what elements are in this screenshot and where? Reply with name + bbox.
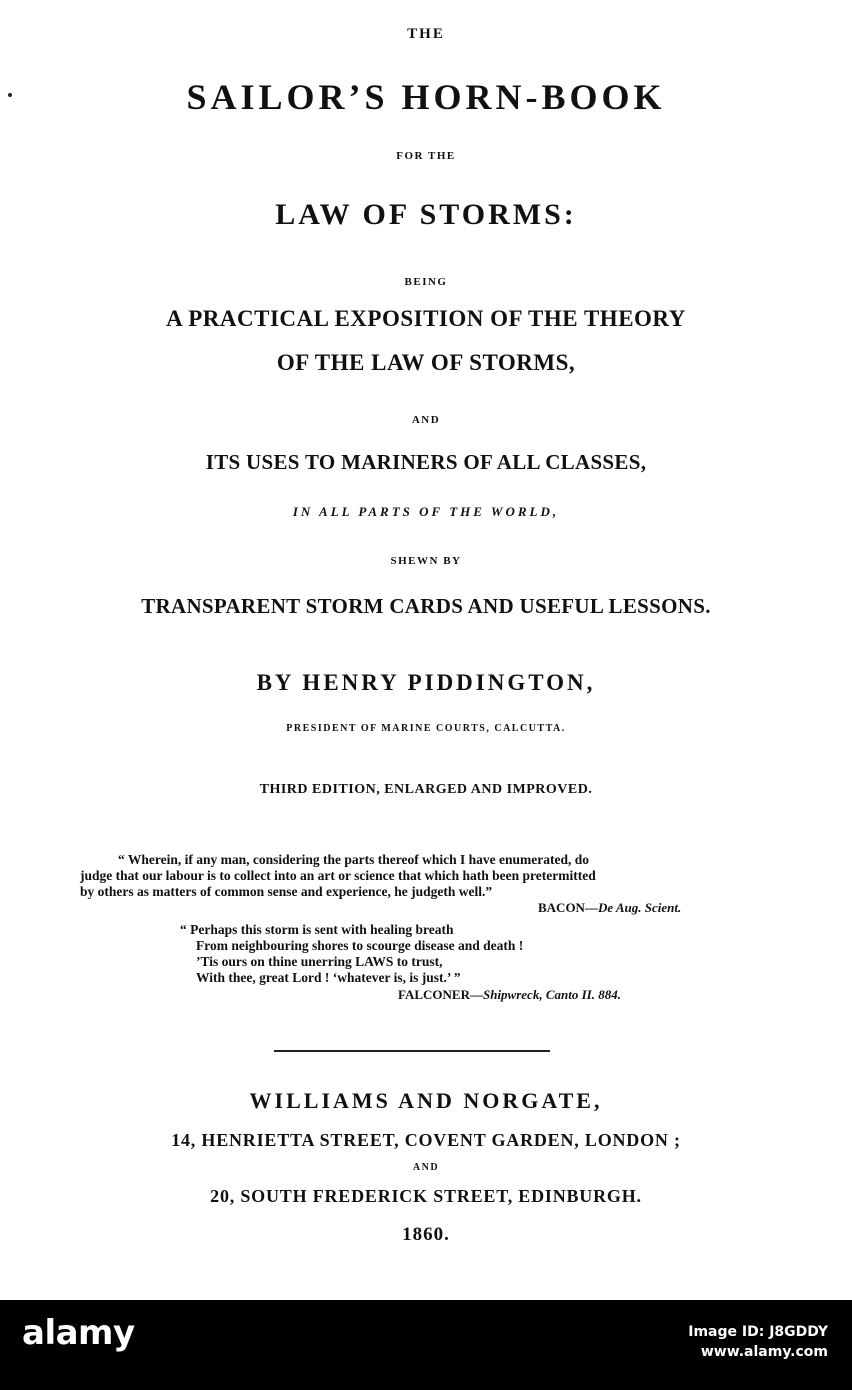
address-edinburgh: 20, SOUTH FREDERICK STREET, EDINBURGH. [210, 1186, 642, 1206]
falconer-attribution: FALCONER—Shipwreck, Canto II. 884. [398, 987, 621, 1002]
subtitle-line-2: OF THE LAW OF STORMS, [276, 350, 576, 375]
falconer-quote-line-4: With thee, great Lord ! ‘whatever is, is just.’ ” [196, 970, 461, 985]
author-title: PRESIDENT OF MARINE COURTS, CALCUTTA. [286, 723, 566, 734]
subtitle-line-3: ITS USES TO MARINERS OF ALL CLASSES, [205, 450, 647, 474]
and-imprint-label: AND [412, 1162, 440, 1173]
site-url: www.alamy.com [700, 1344, 828, 1360]
main-title: SAILOR’S HORN-BOOK [186, 77, 666, 117]
subtitle-line-4: IN ALL PARTS OF THE WORLD, [292, 504, 560, 519]
falconer-quote-line-1: “ Perhaps this storm is sent with healing breath [180, 922, 454, 937]
image-id: Image ID: J8GDDY [688, 1324, 828, 1340]
image-id-block [688, 1322, 828, 1362]
bacon-attribution: BACON—De Aug. Scient. [538, 900, 682, 915]
falconer-quote-line-2: From neighbouring shores to scourge disease and death ! [196, 938, 524, 953]
the-heading: THE [407, 26, 445, 42]
alamy-logo: alamy [22, 1313, 135, 1353]
falconer-author: FALCONER [398, 987, 470, 1002]
publisher-name: WILLIAMS AND NORGATE, [249, 1088, 603, 1113]
subtitle-line-5: TRANSPARENT STORM CARDS AND USEFUL LESSONS. [141, 594, 711, 618]
bacon-quote-line-3: by others as matters of common sense and experience, he judgeth well.” [80, 884, 493, 899]
author-line: BY HENRY PIDDINGTON, [256, 670, 596, 695]
falconer-source: Shipwreck, Canto II. 884. [482, 987, 621, 1002]
publication-year: 1860. [402, 1224, 450, 1245]
bacon-author: BACON [538, 900, 585, 915]
being-label: BEING [404, 276, 448, 288]
edition-line: THIRD EDITION, ENLARGED AND IMPROVED. [259, 782, 593, 797]
address-london: 14, HENRIETTA STREET, COVENT GARDEN, LONDON ; [171, 1130, 681, 1150]
watermark-bar [0, 1300, 852, 1390]
bacon-source: De Aug. Scient. [597, 900, 682, 915]
subject-title: LAW OF STORMS: [275, 198, 577, 231]
divider-rule [274, 1050, 550, 1052]
subtitle-line-1: A PRACTICAL EXPOSITION OF THE THEORY [166, 306, 686, 331]
bacon-quote-line-2: judge that our labour is to collect into an art or science that which hath been pretermitted [80, 868, 596, 883]
bacon-quote-line-1: “ Wherein, if any man, considering the parts thereof which I have enumerated, do [118, 852, 589, 867]
for-the-label: FOR THE [396, 150, 456, 162]
and-label: AND [411, 414, 441, 426]
falconer-quote-line-3: ’Tis ours on thine unerring LAWS to trust, [196, 954, 443, 969]
shewn-by-label: SHEWN BY [390, 555, 462, 567]
